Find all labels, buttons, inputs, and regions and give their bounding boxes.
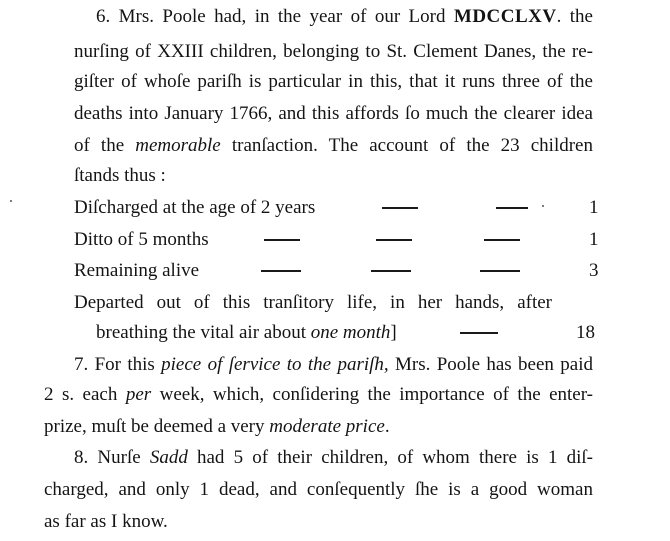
- para6-line1: [96, 7, 593, 26]
- para6-line5-end: tranſaction. The account of the 23 children: [220, 135, 593, 156]
- para8-line1-end: had 5 of their children, of whom there is 1 diſ-: [187, 447, 593, 468]
- para7-line2: [44, 385, 593, 404]
- account-label: Ditto of 5 months: [74, 229, 209, 250]
- account-row-departed-cont: [96, 323, 606, 342]
- account-value: 1: [589, 229, 599, 250]
- para6-line3: giſter of whoſe pariſh is particular in this, that it runs three of the: [74, 71, 593, 92]
- para7-line1: [74, 355, 593, 374]
- para6-line5-text: of the: [74, 135, 136, 156]
- one-month-italic: one month: [310, 322, 391, 343]
- bracket: ]: [390, 322, 397, 343]
- leader-dash: [382, 207, 418, 209]
- para8-line1: [74, 448, 593, 467]
- leader-dash: [264, 239, 300, 241]
- leader-dash: [480, 270, 520, 272]
- account-value: 1: [589, 197, 599, 218]
- para7-line2-text: 2 s. each: [44, 384, 126, 405]
- leader-dash: [376, 239, 412, 241]
- scan-speck: [542, 205, 544, 207]
- para8-line2: charged, and only 1 dead, and conſequently ſhe is a good woman: [44, 479, 593, 500]
- para6-line5: [74, 136, 593, 155]
- account-row-ditto: [74, 230, 604, 249]
- year-roman-numeral: MDCCLXV: [453, 6, 557, 27]
- leader-dash: [484, 239, 520, 241]
- account-label-cont: breathing the vital air about: [96, 322, 311, 343]
- para8-line3: as far as I know.: [44, 511, 168, 532]
- para8-line1-text: 8. Nurſe: [74, 447, 150, 468]
- para6-line1-end: . the: [556, 6, 593, 27]
- account-row-departed: Departed out of this tranſitory life, in her hands, after: [74, 292, 552, 313]
- account-value: 3: [589, 260, 599, 281]
- para6-line6: ſtands thus :: [74, 165, 166, 186]
- para6-line1-text: 6. Mrs. Poole had, in the year of our Lord: [96, 6, 454, 27]
- para7-line1-text: 7. For this: [74, 354, 162, 375]
- moderate-price-italic: moderate price: [269, 416, 385, 437]
- para7-line3-end: .: [384, 416, 390, 437]
- account-value: 18: [576, 322, 595, 343]
- leader-dash: [460, 332, 498, 334]
- account-row-discharged: [74, 198, 604, 217]
- para7-line3: [44, 417, 390, 436]
- sadd-italic: Sadd: [149, 447, 188, 468]
- piece-of-service-italic: piece of ſervice to the pariſh,: [161, 354, 389, 375]
- memorable-italic: memorable: [135, 135, 221, 156]
- para6-line2: nurſing of XXIII children, belonging to St. Clement Danes, the re-: [74, 41, 593, 62]
- leader-dash: [496, 207, 528, 209]
- per-italic: per: [125, 384, 152, 405]
- account-label: Remaining alive: [74, 260, 200, 281]
- para6-line4: deaths into January 1766, and this affords ſo much the clearer idea: [74, 103, 593, 124]
- para7-line1-end: Mrs. Poole has been paid: [388, 354, 593, 375]
- account-row-remaining: [74, 261, 604, 280]
- scan-speck: [10, 200, 12, 202]
- account-label: Diſcharged at the age of 2 years: [74, 197, 316, 218]
- leader-dash: [371, 270, 411, 272]
- para7-line3-text: prize, muſt be deemed a very: [44, 416, 270, 437]
- para7-line2-end: week, which, conſidering the importance of the enter-: [151, 384, 593, 405]
- leader-dash: [261, 270, 301, 272]
